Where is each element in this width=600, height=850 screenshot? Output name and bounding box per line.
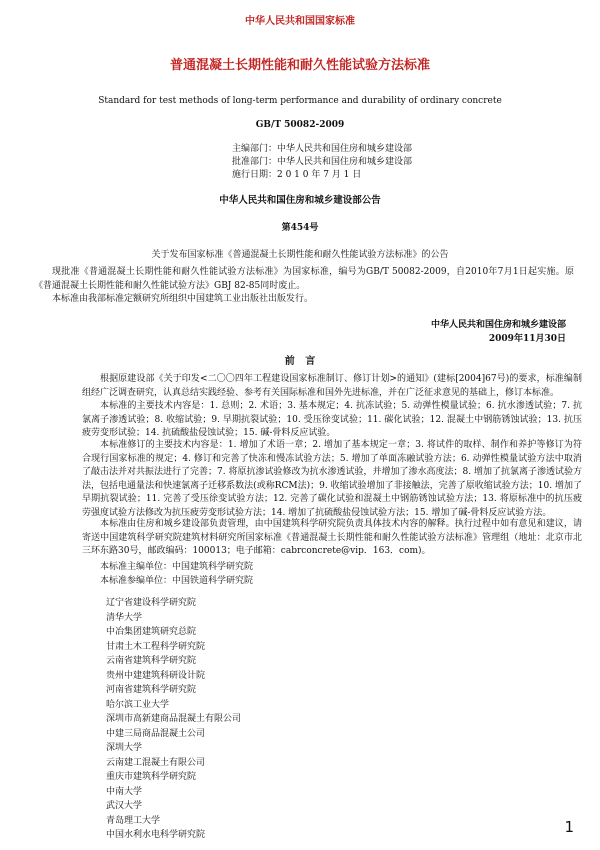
participating-unit: 深圳大学 bbox=[106, 743, 143, 753]
editor-units bbox=[100, 560, 253, 588]
announcement-paragraph: 本标准由我部标准定额研究所组织中国建筑工业出版社出版发行。 bbox=[52, 294, 314, 304]
announcement-number: 第454号 bbox=[281, 223, 319, 233]
announcement-heading: 中华人民共和国住房和城乡建设部公告 bbox=[219, 195, 381, 206]
announcement-paragraph: 现批准《普通混凝土长期性能和耐久性能试验方法标准》为国家标准，编号为GB/T 50082-2009，自2010年7月1日起实施。原《普通混凝土长期性能和耐久性能试验方法》GBJ 82-85同时废止。 bbox=[34, 267, 574, 291]
document-title: 普通混凝土长期性能和耐久性能试验方法标准 bbox=[169, 58, 430, 73]
foreword-heading: 前 言 bbox=[284, 356, 316, 367]
participating-unit: 深圳市高新建商品混凝土有限公司 bbox=[106, 714, 242, 724]
org-header: 中华人民共和国国家标准 bbox=[245, 16, 355, 27]
departments-block bbox=[232, 143, 412, 182]
standard-code: GB/T 50082-2009 bbox=[255, 120, 345, 130]
foreword-paragraph: 根据原建设部《关于印发<二〇〇四年工程建设国家标准制订、修订计划>的通知》(建标[2004]67号)的要求，标准编制组经广泛调查研究，认真总结实践经验、参考有关国际标准和国外先进标准，并在广泛征求意见的基础上，修订本标准。 bbox=[82, 374, 582, 398]
participating-unit: 甘肃土木工程科学研究院 bbox=[106, 641, 206, 652]
participating-unit: 中建三局商品混凝土公司 bbox=[106, 728, 206, 739]
signer: 中华人民共和国住房和城乡建设部 bbox=[430, 320, 566, 330]
approval-department: 批准部门：中华人民共和国住房和城乡建设部 bbox=[232, 157, 413, 167]
foreword-paragraph: 本标准修订的主要技术内容是：1. 增加了术语一章；2. 增加了基本规定一章；3. 将试件的取样、制作和养护等修订为符合现行国家标准的规定；4. 修订和完善了快冻和慢冻试验方法；5. 增加了单面冻融试验方法；6. 动弹性模量试验方法中取消了敲击法并对共振法进行了完善；7. 将原抗渗试验修改为抗水渗透试验，并增加了渗水高度法；8. 增加了抗氯离子渗透试验方法，包括电通量法和快速氯离子迁移系数法(或称RCM法)；9. 收缩试验增加了非接触法，完善了原收缩试验方法；10. 增加了早期抗裂试验；11. 完善了受压徐变试验方法；12. 完善了碳化试验和混凝土中钢筋锈蚀试验方法；13. 将原标准中的抗压疲劳强度试验方法修改为抗压疲劳变形试验方法；14. 增加了抗硫酸盐侵蚀试验方法；15. 增加了碱-骨料反应试验方法。 bbox=[82, 440, 582, 518]
participating-unit: 中国水利水电科学研究院 bbox=[106, 830, 206, 840]
participating-units-list bbox=[106, 596, 241, 843]
participating-unit: 重庆市建筑科学研究院 bbox=[106, 772, 197, 782]
participating-unit: 哈尔滨工业大学 bbox=[106, 699, 170, 710]
foreword-paragraph: 本标准的主要技术内容是：1. 总则；2. 术语；3. 基本规定；4. 抗冻试验；5. 动弹性模量试验；6. 抗水渗透试验；7. 抗氯离子渗透试验；8. 收缩试验；9. 早期抗裂试验；10. 受压徐变试验；11. 碳化试验；12. 混凝土中钢筋锈蚀试验；13. 抗压疲劳变形试验；14. 抗硫酸盐侵蚀试验；15. 碱-骨料反应试验。 bbox=[82, 401, 582, 438]
participating-unit: 中冶集团建筑研究总院 bbox=[106, 627, 197, 637]
participating-unit: 清华大学 bbox=[106, 612, 143, 623]
participating-unit: 中南大学 bbox=[106, 786, 143, 797]
announcement-signature bbox=[431, 318, 566, 346]
participating-unit: 贵州中建建筑科研设计院 bbox=[106, 670, 206, 681]
chief-editor-unit: 本标准主编单位：中国建筑科学研究院 bbox=[100, 562, 254, 572]
participating-unit: 云南省建筑科学研究院 bbox=[106, 656, 197, 666]
participating-unit-label: 本标准参编单位：中国铁道科学研究院 bbox=[100, 576, 254, 586]
foreword-paragraph: 本标准由住房和城乡建设部负责管理，由中国建筑科学研究院负责具体技术内容的解释。执行过程中如有意见和建议，请寄送中国建筑科学研究院建筑材料研究所国家标准《普通混凝土长期性能和耐久性能试验方法标准》管理组（地址：北京市北三环东路30号，邮政编码：100013；电子邮箱：cabrconcrete@vip．163．com)。 bbox=[82, 519, 582, 556]
participating-unit: 河南省建筑科学研究院 bbox=[106, 685, 197, 695]
participating-unit: 武汉大学 bbox=[106, 801, 143, 811]
participating-unit: 云南建工混凝土有限公司 bbox=[106, 757, 206, 768]
editor-department: 主编部门：中华人民共和国住房和城乡建设部 bbox=[232, 144, 413, 154]
announcement-date: 2009年11月30日 bbox=[488, 334, 566, 344]
effective-date: 施行日期：2 0 1 0 年 7 月 1 日 bbox=[232, 170, 362, 180]
page-number: 1 bbox=[564, 818, 574, 836]
announcement-subject: 关于发布国家标准《普通混凝土长期性能和耐久性能试验方法标准》的公告 bbox=[151, 250, 449, 260]
english-title: Standard for test methods of long-term performance and durability of ordinary concrete bbox=[98, 96, 502, 106]
participating-unit: 辽宁省建设科学研究院 bbox=[106, 598, 197, 608]
participating-unit: 青岛理工大学 bbox=[106, 815, 161, 826]
